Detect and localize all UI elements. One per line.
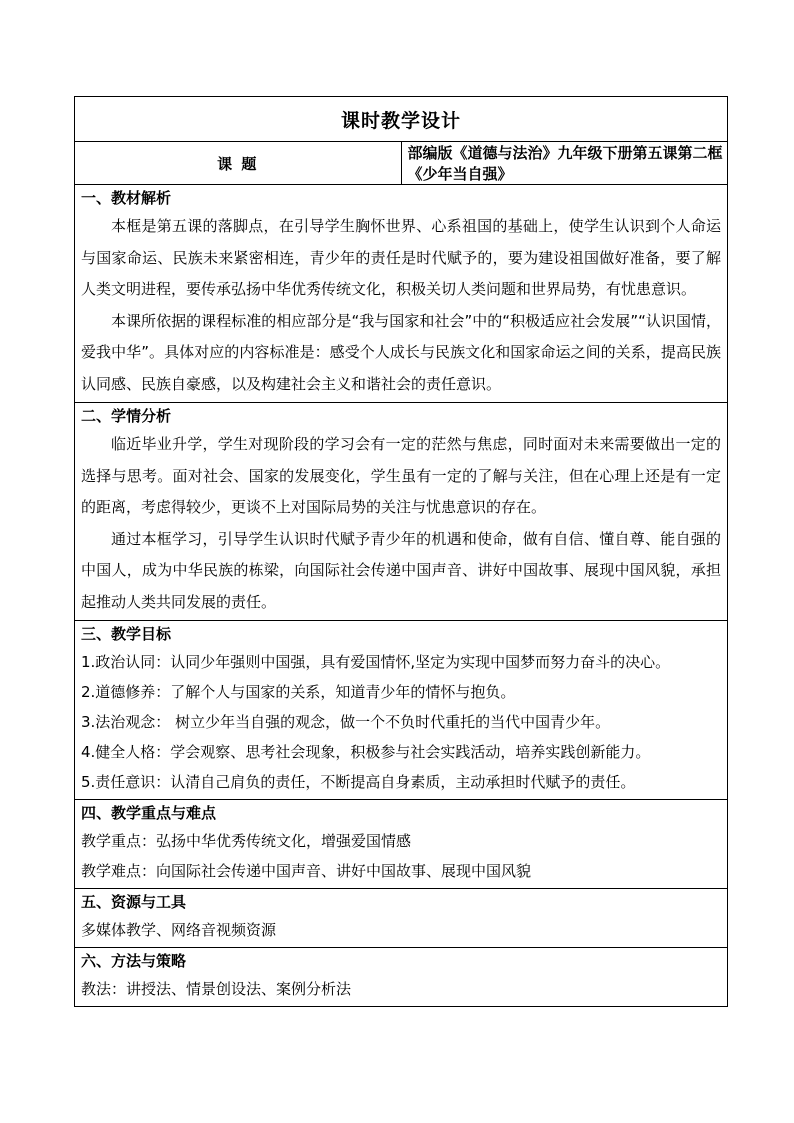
topic-value: 部编版《道德与法治》九年级下册第五课第二框《少年当自强》 [401, 142, 728, 185]
goal-item: 1.政治认同：认同少年强则中国强，具有爱国情怀,坚定为实现中国梦而努力奋斗的决心。 [81, 653, 671, 671]
section-paragraph: 本课所依据的课程标准的相应部分是“我与国家和社会”中的“积极适应社会发展”“认识国情，爱我中华”。具体对应的内容标准是：感受个人成长与民族文化和国家命运之间的关系，提高民族认同感、民族自豪感，以及构建社会主义和谐社会的责任意识。 [81, 311, 721, 393]
difficult-point-item: 教学难点：向国际社会传递中国声音、讲好中国故事、展现中国风貌 [81, 862, 532, 880]
goal-item: 5.责任意识：认清自己肩负的责任，不断提高自身素质，主动承担时代赋予的责任。 [81, 773, 636, 791]
key-point-item: 教学重点：弘扬中华优秀传统文化，增强爱国情感 [81, 832, 412, 850]
section-resources [75, 889, 728, 948]
section-paragraph: 本框是第五课的落脚点，在引导学生胸怀世界、心系祖国的基础上，使学生认识到个人命运与国家命运、民族未来紧密相连，青少年的责任是时代赋予的，要为建设祖国做好准备，要了解人类文明进程，要传承弘扬中华优秀传统文化，积极关切人类问题和世界局势，有忧患意识。 [81, 217, 721, 298]
topic-label: 课 题 [75, 142, 402, 185]
section-methods [75, 948, 728, 1007]
method-item: 教法：讲授法、情景创设法、案例分析法 [81, 980, 352, 998]
section-heading: 三、教学目标 [81, 625, 172, 643]
section-textbook-analysis [75, 185, 728, 403]
goal-item: 2.道德修养：了解个人与国家的关系，知道青少年的情怀与抱负。 [81, 683, 516, 701]
section-heading: 四、教学重点与难点 [81, 804, 217, 822]
section-heading: 二、学情分析 [81, 407, 172, 425]
section-paragraph: 临近毕业升学，学生对现阶段的学习会有一定的茫然与焦虑，同时面对未来需要做出一定的选择与思考。面对社会、国家的发展变化，学生虽有一定的了解与关注，但在心理上还是有一定的距离，考虑得较少，更谈不上对国际局势的关注与忧患意识的存在。 [81, 435, 721, 516]
section-teaching-goals [75, 621, 728, 800]
section-heading: 一、教材解析 [81, 189, 172, 207]
lesson-design-sheet [74, 96, 728, 1007]
lesson-design-table [74, 96, 728, 1007]
section-heading: 五、资源与工具 [81, 893, 187, 911]
goal-item: 4.健全人格：学会观察、思考社会现象，积极参与社会实践活动，培养实践创新能力。 [81, 743, 651, 761]
section-heading: 六、方法与策略 [81, 952, 187, 970]
section-key-points [75, 800, 728, 889]
resource-item: 多媒体教学、网络音视频资源 [81, 921, 277, 939]
goal-item: 3.法治观念： 树立少年当自强的观念，做一个不负时代重托的当代中国青少年。 [81, 713, 611, 731]
document-title: 课时教学设计 [75, 97, 728, 142]
section-paragraph: 通过本框学习，引导学生认识时代赋予青少年的机遇和使命，做有自信、懂自尊、能自强的中国人，成为中华民族的栋梁，向国际社会传递中国声音、讲好中国故事、展现中国风貌，承担起推动人类共同发展的责任。 [81, 529, 721, 611]
section-student-analysis [75, 403, 728, 621]
